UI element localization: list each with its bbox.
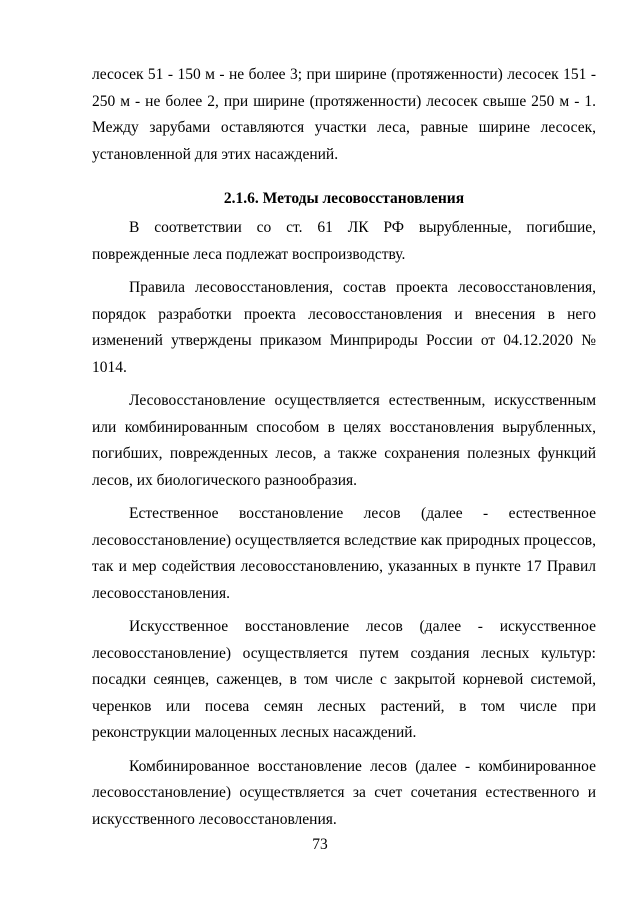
paragraph-natural: Естественное восстановление лесов (далее - естественное лесовосстановление) осуществляется вследствие как природных процессов, так и мер содействия лесовосстановлению, указанных в пункте 17 Правил лесовосстановления. bbox=[92, 505, 596, 602]
paragraph-artificial: Искусственное восстановление лесов (далее - искусственное лесовосстановление) осуществляется путем создания лесных культур: посадки сеянцев, саженцев, в том числе с закрытой корневой системой, черенков или посева семян лесных растений, в том числе при реконструкции малоценных лесных насаждений. bbox=[92, 618, 596, 741]
paragraph-text: лесосек 51 - 150 м - не более 3; при ширине (протяженности) лесосек 151 - 250 м - не более 2, при ширине (протяженности) лесосек свыше 250 м - 1. Между зарубами оставляются участки леса, равные ширине лесосек, установленной для этих насаждений. bbox=[92, 66, 596, 163]
paragraph-legal-basis: В соответствии со ст. 61 ЛК РФ вырубленные, погибшие, поврежденные леса подлежат воспроизводству. bbox=[92, 219, 596, 263]
continuation-paragraph bbox=[92, 62, 596, 168]
section-body bbox=[92, 215, 596, 840]
page-number: 73 bbox=[312, 836, 328, 853]
section-heading: 2.1.6. Методы лесовосстановления bbox=[223, 190, 465, 207]
paragraph-methods: Лесовосстановление осуществляется естественным, искусственным или комбинированным способом в целях восстановления вырубленных, погибших, поврежденных лесов, а также сохранения полезных функций лесов, их биологического разнообразия. bbox=[92, 392, 596, 489]
paragraph-rules: Правила лесовосстановления, состав проекта лесовосстановления, порядок разработки проекта лесовосстановления и внесения в него изменений утверждены приказом Минприроды России от 04.12.2020 № 1014. bbox=[92, 279, 596, 376]
paragraph-combined: Комбинированное восстановление лесов (далее - комбинированное лесовосстановление) осуществляется за счет сочетания естественного и искусственного лесовосстановления. bbox=[92, 757, 596, 828]
